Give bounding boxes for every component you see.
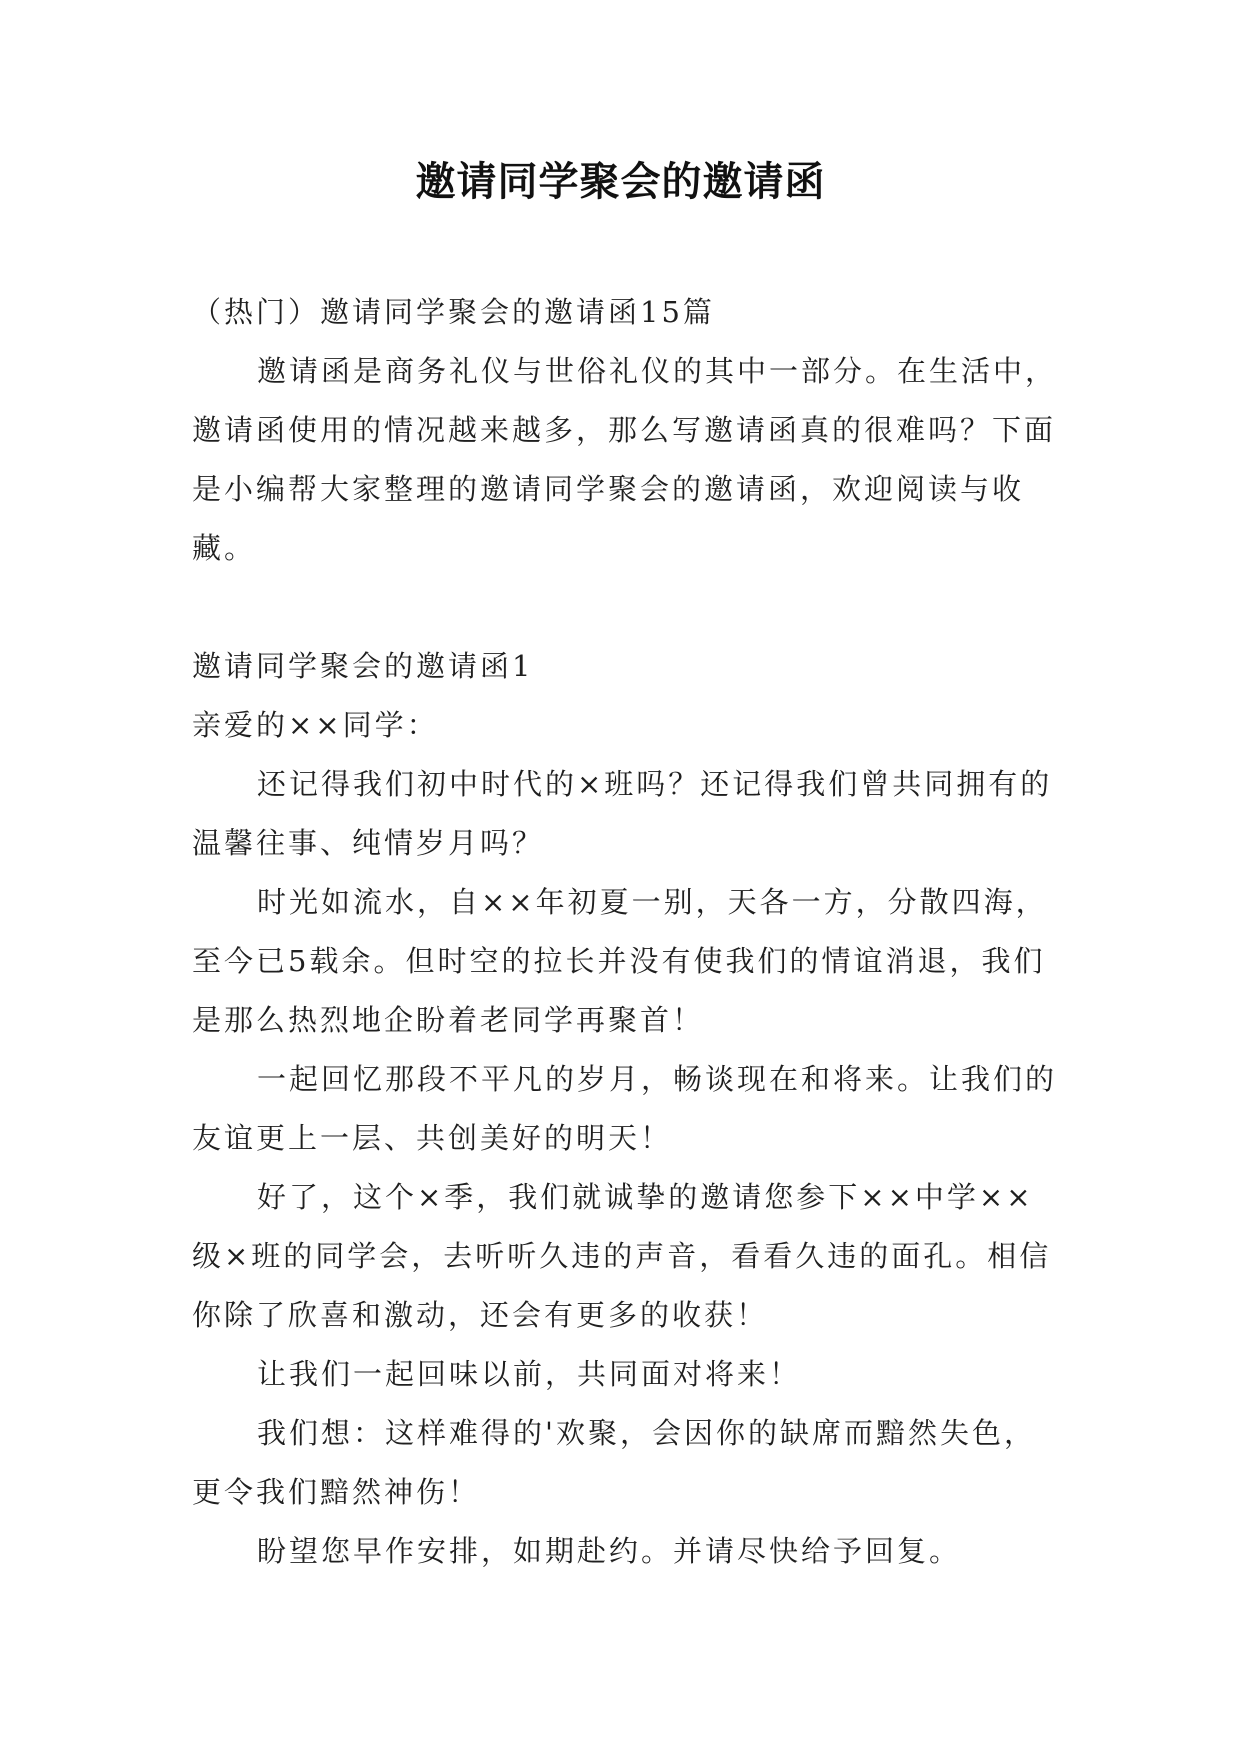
section-heading: 邀请同学聚会的邀请函1: [192, 649, 534, 683]
letter-paragraph: 让我们一起回味以前，共同面对将来！: [257, 1357, 802, 1391]
letter-paragraph: 我们想：这样难得的'欢聚，会因你的缺席而黯然失色，更令我们黯然神伤！: [192, 1416, 1036, 1509]
letter-paragraph: 盼望您早作安排，如期赴约。并请尽快给予回复。: [257, 1534, 962, 1568]
letter-paragraph: 一起回忆那段不平凡的岁月，畅谈现在和将来。让我们的友谊更上一层、共创美好的明天！: [192, 1062, 1058, 1155]
salutation-line: 亲爱的××同学：: [192, 708, 439, 742]
letter-paragraph: 还记得我们初中时代的×班吗？还记得我们曾共同拥有的温馨往事、纯情岁月吗？: [192, 767, 1053, 860]
subtitle-line: （热门）邀请同学聚会的邀请函15篇: [192, 295, 715, 329]
letter-paragraph: 好了，这个×季，我们就诚挚的邀请您参下××中学××级×班的同学会，去听听久违的声音，看看久违的面孔。相信你除了欣喜和激动，还会有更多的收获！: [192, 1180, 1052, 1332]
document-body: [192, 283, 1057, 1581]
letter-paragraph: 时光如流水，自××年初夏一别，天各一方，分散四海，至今已5载余。但时空的拉长并没有使我们的情谊消退，我们是那么热烈地企盼着老同学再聚首！: [192, 885, 1048, 1037]
intro-paragraph: 邀请函是商务礼仪与世俗礼仪的其中一部分。在生活中，邀请函使用的情况越来越多，那么写邀请函真的很难吗？下面是小编帮大家整理的邀请同学聚会的邀请函，欢迎阅读与收藏。: [192, 354, 1058, 565]
paragraph-spacer: [192, 578, 1057, 637]
document-title: 邀请同学聚会的邀请函: [415, 158, 826, 205]
